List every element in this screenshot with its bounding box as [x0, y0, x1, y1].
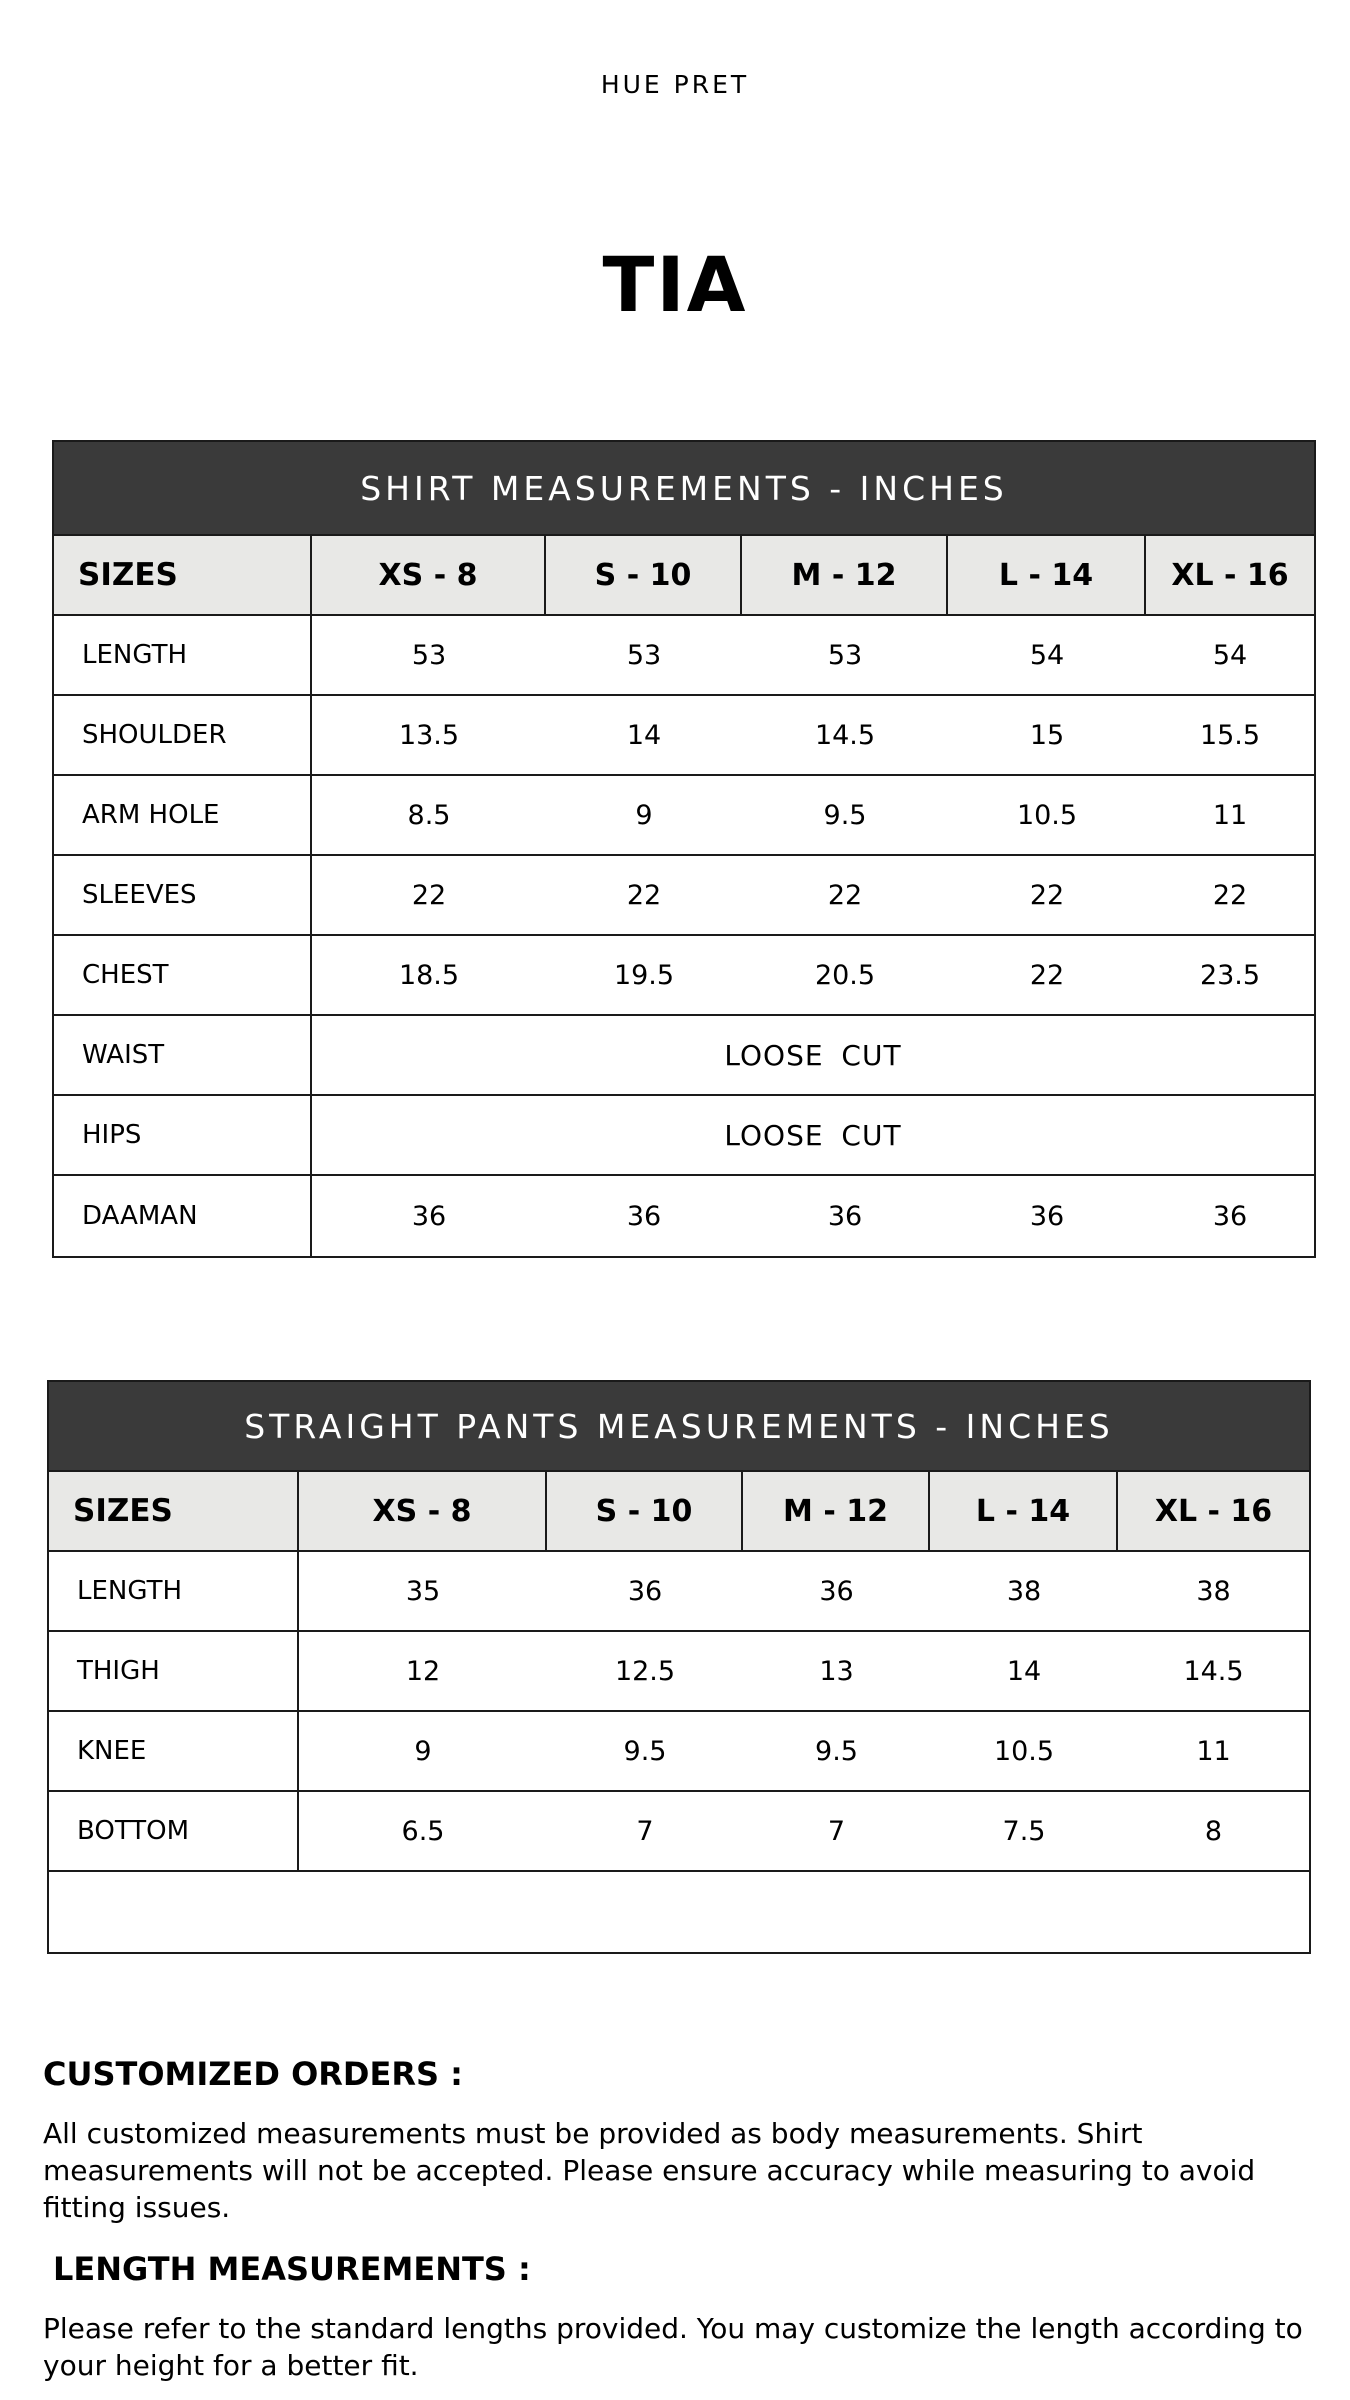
size-column-header: M - 12: [742, 536, 948, 614]
measurement-span-value: LOOSE CUT: [724, 1038, 902, 1072]
measurement-value: 22: [1029, 879, 1065, 911]
measurement-value: 12.5: [614, 1655, 676, 1687]
measurement-row: [54, 616, 1314, 696]
customized-orders-heading: CUSTOMIZED ORDERS :: [43, 2055, 463, 2093]
measurement-value: 36: [627, 1575, 663, 1607]
measurement-value: 36: [626, 1200, 662, 1232]
size-column-header: M - 12: [743, 1472, 930, 1550]
measurement-value: 22: [626, 879, 662, 911]
measurement-row: [49, 1712, 1309, 1792]
size-column-header: XL - 16: [1171, 557, 1289, 593]
sizes-label: SIZES: [54, 536, 312, 614]
measurement-value: 13.5: [398, 719, 460, 751]
measurement-value: 53: [626, 639, 662, 671]
measurement-value: 54: [1029, 639, 1065, 671]
measurement-row: [49, 1632, 1309, 1712]
empty-row: [49, 1872, 1309, 1952]
customized-orders-section: [43, 2055, 1313, 2226]
measurement-value: 36: [827, 1200, 863, 1232]
measurement-value: 22: [411, 879, 447, 911]
measurement-value: 8: [1204, 1815, 1223, 1847]
size-header-row: [54, 536, 1314, 616]
measurement-value: 20.5: [814, 959, 876, 991]
measurement-label: KNEE: [49, 1712, 299, 1790]
measurement-row: [49, 1792, 1309, 1872]
measurement-value: 14: [1006, 1655, 1042, 1687]
measurement-label: BOTTOM: [49, 1792, 299, 1870]
measurement-value: 6.5: [401, 1815, 445, 1847]
size-column-header: L - 14: [948, 536, 1146, 614]
measurement-row: [54, 696, 1314, 776]
size-header-row: [49, 1472, 1309, 1552]
measurement-value: 15.5: [1199, 719, 1261, 751]
size-column-header: S - 10: [547, 1472, 743, 1550]
measurement-value: 11: [1212, 799, 1248, 831]
measurement-label: WAIST: [54, 1016, 312, 1094]
measurement-value: 9.5: [623, 1735, 667, 1767]
measurement-value: 10.5: [1016, 799, 1078, 831]
measurement-value: 7: [827, 1815, 846, 1847]
measurement-value: 14.5: [1183, 1655, 1244, 1687]
measurement-value: 22: [827, 879, 863, 911]
measurement-value: 8.5: [407, 799, 451, 831]
measurement-value: 54: [1212, 639, 1248, 671]
measurement-value: 9: [414, 1735, 432, 1767]
size-column-header: S - 10: [546, 536, 742, 614]
measurement-value: 7: [636, 1815, 654, 1847]
customized-orders-text: All customized measurements must be provided as body measurements. Shirt measurements will not be accepted. Please ensure accuracy while measuring to avoid fitting issues.: [43, 2117, 1256, 2224]
measurement-label: ARM HOLE: [54, 776, 312, 854]
measurement-row: [54, 1096, 1314, 1176]
size-column-header: XS - 8: [312, 536, 546, 614]
product-title: TIA: [602, 240, 748, 329]
measurement-value: 35: [405, 1575, 441, 1607]
measurement-value: 11: [1196, 1735, 1231, 1767]
measurement-label: SHOULDER: [54, 696, 312, 774]
measurement-value: 19.5: [613, 959, 675, 991]
size-column-header: XL - 16: [1154, 1493, 1273, 1529]
measurement-value: 22: [1029, 959, 1065, 991]
measurement-value: 13: [819, 1655, 854, 1687]
measurement-value: 7.5: [1002, 1815, 1046, 1847]
length-measurements-section: [43, 2250, 1313, 2384]
shirt-table-title: SHIRT MEASUREMENTS - INCHES: [54, 442, 1314, 536]
length-measurements-text: Please refer to the standard lengths provided. You may customize the length according to your height for a better fit.: [43, 2312, 1303, 2382]
shirt-measurement-table: [52, 440, 1316, 1258]
measurement-value: 9.5: [823, 799, 867, 831]
measurement-value: 53: [411, 639, 447, 671]
measurement-label: CHEST: [54, 936, 312, 1014]
measurement-value: 9.5: [815, 1735, 858, 1767]
size-column-header: L - 14: [930, 1472, 1118, 1550]
measurement-span-value: LOOSE CUT: [724, 1118, 902, 1152]
measurement-value: 15: [1029, 719, 1065, 751]
measurement-label: THIGH: [49, 1632, 299, 1710]
measurement-value: 14: [626, 719, 662, 751]
measurement-value: 36: [411, 1200, 447, 1232]
measurement-value: 22: [1212, 879, 1248, 911]
brand-name: HUE PRET: [600, 70, 750, 99]
sizes-label: SIZES: [49, 1472, 299, 1550]
measurement-row: [54, 1016, 1314, 1096]
measurement-value: 53: [827, 639, 863, 671]
measurement-value: 23.5: [1199, 959, 1261, 991]
measurement-value: 10.5: [993, 1735, 1055, 1767]
measurement-label: LENGTH: [54, 616, 312, 694]
pants-table-title: STRAIGHT PANTS MEASUREMENTS - INCHES: [49, 1382, 1309, 1472]
measurement-row: [54, 936, 1314, 1016]
measurement-value: 9: [635, 799, 653, 831]
measurement-value: 36: [819, 1575, 854, 1607]
measurement-label: LENGTH: [49, 1552, 299, 1630]
measurement-value: 38: [1006, 1575, 1042, 1607]
measurement-label: SLEEVES: [54, 856, 312, 934]
measurement-label: DAAMAN: [54, 1176, 312, 1256]
measurement-value: 12: [405, 1655, 441, 1687]
size-column-header: XS - 8: [299, 1472, 547, 1550]
measurement-value: 36: [1212, 1200, 1248, 1232]
measurement-row: [54, 856, 1314, 936]
shirt-table-rows: [54, 536, 1314, 1256]
measurement-value: 36: [1029, 1200, 1065, 1232]
measurement-label: HIPS: [54, 1096, 312, 1174]
length-measurements-heading: LENGTH MEASUREMENTS :: [53, 2250, 531, 2288]
pants-measurement-table: [47, 1380, 1311, 1954]
measurement-value: 18.5: [398, 959, 460, 991]
measurement-row: [49, 1552, 1309, 1632]
pants-table-rows: [49, 1472, 1309, 1952]
measurement-value: 14.5: [814, 719, 876, 751]
measurement-row: [54, 1176, 1314, 1256]
measurement-row: [54, 776, 1314, 856]
measurement-value: 38: [1196, 1575, 1231, 1607]
